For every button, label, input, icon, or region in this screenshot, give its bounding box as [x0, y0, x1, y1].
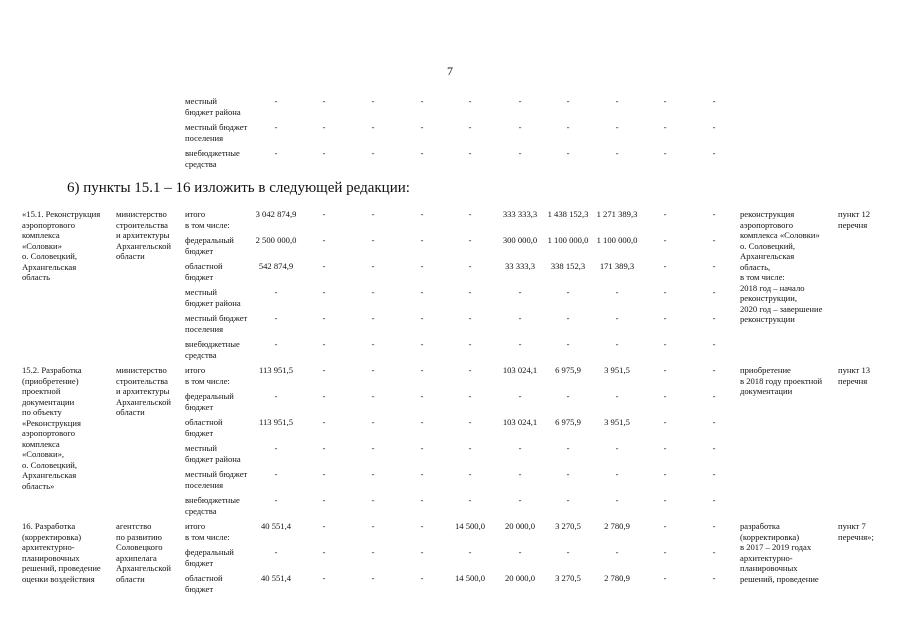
funding-value-cell: - — [518, 339, 522, 349]
funding-value-cell: - — [322, 443, 326, 453]
funding-value-cell: - — [468, 495, 472, 505]
funding-value-cell: - — [468, 469, 472, 479]
funding-value-cell: - — [420, 495, 424, 505]
funding-value-cell: - — [712, 339, 716, 349]
funding-value-cell: - — [274, 96, 278, 106]
funding-value-cell: - — [371, 209, 375, 219]
funding-value-cell: - — [566, 148, 570, 158]
funding-value-cell: - — [468, 287, 472, 297]
funding-value-cell: - — [420, 573, 424, 583]
funding-source-label: федеральный бюджет — [185, 547, 234, 568]
funding-source-label: местный бюджет района — [185, 443, 241, 464]
funding-value-cell: - — [420, 122, 424, 132]
funding-value-cell: - — [518, 96, 522, 106]
funding-source-label: итого в том числе: — [185, 365, 230, 386]
funding-value-cell: 14 500,0 — [454, 521, 486, 531]
funding-value-cell: - — [322, 148, 326, 158]
funding-value-cell: - — [322, 573, 326, 583]
funding-value-cell: - — [712, 573, 716, 583]
section-heading: 6) пункты 15.1 – 16 изложить в следующей редакции: — [67, 180, 410, 196]
funding-value-cell: - — [712, 547, 716, 557]
funding-source-label: внебюджетные средства — [185, 339, 240, 360]
funding-value-cell: - — [615, 148, 619, 158]
funding-value-cell: - — [712, 469, 716, 479]
funding-value-cell: 103 024,1 — [502, 365, 538, 375]
funding-value-cell: - — [663, 417, 667, 427]
funding-value-cell: - — [468, 209, 472, 219]
page-number: 7 — [447, 64, 453, 78]
funding-value-cell: 3 951,5 — [604, 365, 630, 375]
funding-source-label: внебюджетные средства — [185, 148, 240, 169]
funding-source-label: местный бюджет района — [185, 96, 241, 117]
funding-value-cell: - — [566, 495, 570, 505]
funding-value-cell: 103 024,1 — [502, 417, 538, 427]
funding-value-cell: - — [663, 521, 667, 531]
funding-value-cell: 1 100 000,0 — [547, 235, 589, 245]
funding-value-cell: - — [420, 417, 424, 427]
funding-value-cell: 1 438 152,3 — [547, 209, 589, 219]
funding-value-cell: - — [468, 547, 472, 557]
funding-value-cell: - — [322, 417, 326, 427]
funding-value-cell: - — [322, 391, 326, 401]
item-executor: министерство строительства и архитектуры Архангельской области — [116, 209, 171, 261]
funding-value-cell: - — [274, 148, 278, 158]
funding-source-label: федеральный бюджет — [185, 235, 234, 256]
funding-value-cell: - — [322, 261, 326, 271]
funding-value-cell: - — [371, 148, 375, 158]
funding-value-cell: - — [712, 96, 716, 106]
funding-value-cell: - — [371, 469, 375, 479]
funding-source-label: областной бюджет — [185, 261, 223, 282]
funding-value-cell: - — [663, 339, 667, 349]
funding-value-cell: - — [420, 148, 424, 158]
funding-source-label: местный бюджет поселения — [185, 313, 248, 334]
funding-value-cell: - — [274, 495, 278, 505]
funding-value-cell: - — [322, 287, 326, 297]
funding-value-cell: - — [712, 417, 716, 427]
funding-value-cell: - — [663, 313, 667, 323]
funding-value-cell: - — [615, 287, 619, 297]
funding-value-cell: - — [518, 495, 522, 505]
funding-value-cell: - — [322, 547, 326, 557]
funding-value-cell: 20 000,0 — [504, 573, 536, 583]
funding-value-cell: - — [420, 365, 424, 375]
funding-value-cell: - — [468, 443, 472, 453]
funding-value-cell: - — [371, 521, 375, 531]
funding-value-cell: - — [322, 339, 326, 349]
funding-value-cell: - — [274, 122, 278, 132]
item-name: «15.1. Реконструкция аэропортового комплекса «Соловки» о. Соловецкий, Архангельская область — [22, 209, 101, 282]
funding-value-cell: - — [420, 469, 424, 479]
funding-value-cell: - — [322, 235, 326, 245]
funding-value-cell: - — [663, 96, 667, 106]
funding-value-cell: - — [322, 469, 326, 479]
funding-value-cell: - — [420, 287, 424, 297]
item-reference: пункт 7 перечня»; — [838, 521, 874, 542]
funding-value-cell: - — [615, 122, 619, 132]
funding-source-label: областной бюджет — [185, 417, 223, 438]
funding-value-cell: - — [420, 391, 424, 401]
funding-value-cell: - — [274, 391, 278, 401]
funding-value-cell: - — [322, 365, 326, 375]
funding-value-cell: - — [468, 96, 472, 106]
funding-value-cell: 1 271 389,3 — [596, 209, 638, 219]
funding-value-cell: 333 333,3 — [502, 209, 538, 219]
funding-source-label: местный бюджет поселения — [185, 122, 248, 143]
funding-value-cell: - — [712, 495, 716, 505]
funding-value-cell: - — [420, 521, 424, 531]
funding-value-cell: - — [274, 469, 278, 479]
funding-value-cell: - — [468, 313, 472, 323]
funding-value-cell: - — [371, 417, 375, 427]
funding-value-cell: - — [566, 443, 570, 453]
funding-value-cell: - — [371, 96, 375, 106]
funding-source-label: местный бюджет поселения — [185, 469, 248, 490]
funding-value-cell: - — [566, 287, 570, 297]
funding-source-label: итого в том числе: — [185, 209, 230, 230]
funding-value-cell: 542 874,9 — [258, 261, 294, 271]
funding-value-cell: 2 780,9 — [604, 573, 630, 583]
funding-value-cell: - — [420, 235, 424, 245]
funding-value-cell: - — [566, 313, 570, 323]
funding-value-cell: - — [566, 96, 570, 106]
funding-value-cell: - — [371, 339, 375, 349]
funding-value-cell: - — [274, 287, 278, 297]
funding-value-cell: - — [468, 365, 472, 375]
funding-value-cell: - — [420, 443, 424, 453]
funding-value-cell: - — [663, 122, 667, 132]
funding-value-cell: - — [663, 443, 667, 453]
funding-value-cell: 20 000,0 — [504, 521, 536, 531]
funding-value-cell: - — [615, 339, 619, 349]
funding-value-cell: - — [371, 287, 375, 297]
funding-value-cell: - — [420, 313, 424, 323]
funding-value-cell: - — [663, 573, 667, 583]
item-executor: министерство строительства и архитектуры Архангельской области — [116, 365, 171, 417]
funding-value-cell: - — [371, 261, 375, 271]
funding-value-cell: - — [371, 573, 375, 583]
funding-value-cell: - — [712, 521, 716, 531]
funding-value-cell: 6 975,9 — [555, 417, 581, 427]
funding-value-cell: 113 951,5 — [258, 365, 294, 375]
funding-value-cell: - — [712, 261, 716, 271]
funding-value-cell: - — [274, 313, 278, 323]
funding-value-cell: - — [518, 443, 522, 453]
funding-value-cell: - — [712, 209, 716, 219]
item-reference: пункт 13 перечня — [838, 365, 871, 386]
funding-value-cell: 2 780,9 — [604, 521, 630, 531]
funding-value-cell: - — [712, 443, 716, 453]
funding-value-cell: - — [274, 443, 278, 453]
funding-value-cell: 113 951,5 — [258, 417, 294, 427]
funding-value-cell: 40 551,4 — [260, 573, 292, 583]
funding-value-cell: 2 500 000,0 — [255, 235, 297, 245]
funding-value-cell: - — [371, 235, 375, 245]
funding-source-label: внебюджетные средства — [185, 495, 240, 516]
funding-value-cell: - — [663, 391, 667, 401]
funding-value-cell: - — [663, 235, 667, 245]
funding-value-cell: - — [420, 209, 424, 219]
funding-value-cell: - — [518, 122, 522, 132]
funding-value-cell: - — [518, 547, 522, 557]
funding-source-label: областной бюджет — [185, 573, 223, 594]
funding-value-cell: - — [663, 469, 667, 479]
funding-value-cell: - — [371, 495, 375, 505]
item-name: 15.2. Разработка (приобретение) проектной документации по объекту «Реконструкция аэропортового комплекса «Соловки», о. Соловецкий, Архангельская область» — [22, 365, 82, 491]
item-result: приобретение в 2018 году проектной документации — [740, 365, 823, 396]
funding-value-cell: - — [468, 391, 472, 401]
funding-value-cell: - — [322, 495, 326, 505]
funding-value-cell: 33 333,3 — [504, 261, 536, 271]
funding-value-cell: - — [371, 443, 375, 453]
funding-value-cell: - — [322, 521, 326, 531]
funding-value-cell: - — [712, 365, 716, 375]
funding-value-cell: - — [712, 391, 716, 401]
funding-value-cell: - — [322, 209, 326, 219]
funding-value-cell: - — [663, 495, 667, 505]
funding-value-cell: - — [663, 547, 667, 557]
funding-value-cell: - — [518, 469, 522, 479]
funding-value-cell: - — [663, 261, 667, 271]
funding-value-cell: - — [468, 148, 472, 158]
funding-value-cell: - — [371, 122, 375, 132]
funding-value-cell: - — [566, 339, 570, 349]
funding-value-cell: - — [274, 547, 278, 557]
funding-value-cell: - — [468, 235, 472, 245]
funding-value-cell: - — [663, 148, 667, 158]
funding-value-cell: - — [615, 547, 619, 557]
funding-value-cell: - — [615, 469, 619, 479]
funding-value-cell: - — [518, 313, 522, 323]
funding-value-cell: 6 975,9 — [555, 365, 581, 375]
funding-value-cell: - — [322, 96, 326, 106]
funding-value-cell: 3 270,5 — [555, 573, 581, 583]
funding-value-cell: - — [712, 235, 716, 245]
funding-value-cell: - — [712, 148, 716, 158]
funding-value-cell: - — [371, 365, 375, 375]
funding-value-cell: 300 000,0 — [502, 235, 538, 245]
funding-value-cell: - — [274, 339, 278, 349]
funding-value-cell: 3 951,5 — [604, 417, 630, 427]
funding-value-cell: - — [712, 313, 716, 323]
funding-value-cell: - — [420, 339, 424, 349]
funding-value-cell: - — [518, 391, 522, 401]
funding-value-cell: - — [712, 122, 716, 132]
funding-value-cell: - — [468, 339, 472, 349]
funding-value-cell: - — [663, 365, 667, 375]
funding-value-cell: - — [468, 417, 472, 427]
item-name: 16. Разработка (корректировка) архитектурно- планировочных решений, проведение оценки воздействия — [22, 521, 101, 584]
funding-value-cell: - — [615, 313, 619, 323]
funding-value-cell: - — [468, 261, 472, 271]
funding-value-cell: 1 100 000,0 — [596, 235, 638, 245]
funding-value-cell: - — [615, 96, 619, 106]
item-result: разработка (корректировка) в 2017 – 2019 годах архитектурно- планировочных решений, проведение — [740, 521, 819, 584]
funding-value-cell: - — [615, 443, 619, 453]
funding-value-cell: - — [566, 547, 570, 557]
funding-value-cell: - — [371, 313, 375, 323]
funding-value-cell: - — [615, 391, 619, 401]
funding-source-label: федеральный бюджет — [185, 391, 234, 412]
funding-value-cell: - — [420, 261, 424, 271]
funding-value-cell: - — [518, 148, 522, 158]
funding-value-cell: 338 152,3 — [550, 261, 586, 271]
funding-value-cell: - — [371, 547, 375, 557]
funding-value-cell: - — [468, 122, 472, 132]
item-reference: пункт 12 перечня — [838, 209, 871, 230]
funding-source-label: итого в том числе: — [185, 521, 230, 542]
funding-value-cell: 3 270,5 — [555, 521, 581, 531]
item-result: реконструкция аэропортового комплекса «Соловки» о. Соловецкий, Архангельская область, в том числе: 2018 год – начало реконструкции, 2020 год – завершение реконструкции — [740, 209, 823, 324]
funding-value-cell: - — [712, 287, 716, 297]
item-executor: агентство по развитию Соловецкого архипелага Архангельской области — [116, 521, 171, 584]
funding-value-cell: - — [518, 287, 522, 297]
funding-value-cell: 40 551,4 — [260, 521, 292, 531]
funding-value-cell: - — [420, 547, 424, 557]
funding-value-cell: - — [322, 122, 326, 132]
funding-value-cell: - — [566, 122, 570, 132]
funding-value-cell: - — [420, 96, 424, 106]
funding-value-cell: - — [663, 287, 667, 297]
funding-source-label: местный бюджет района — [185, 287, 241, 308]
funding-value-cell: 171 389,3 — [599, 261, 635, 271]
funding-value-cell: 3 042 874,9 — [255, 209, 297, 219]
funding-value-cell: - — [615, 495, 619, 505]
funding-value-cell: - — [371, 391, 375, 401]
funding-value-cell: - — [566, 391, 570, 401]
funding-value-cell: - — [663, 209, 667, 219]
funding-value-cell: - — [566, 469, 570, 479]
funding-value-cell: - — [322, 313, 326, 323]
funding-value-cell: 14 500,0 — [454, 573, 486, 583]
